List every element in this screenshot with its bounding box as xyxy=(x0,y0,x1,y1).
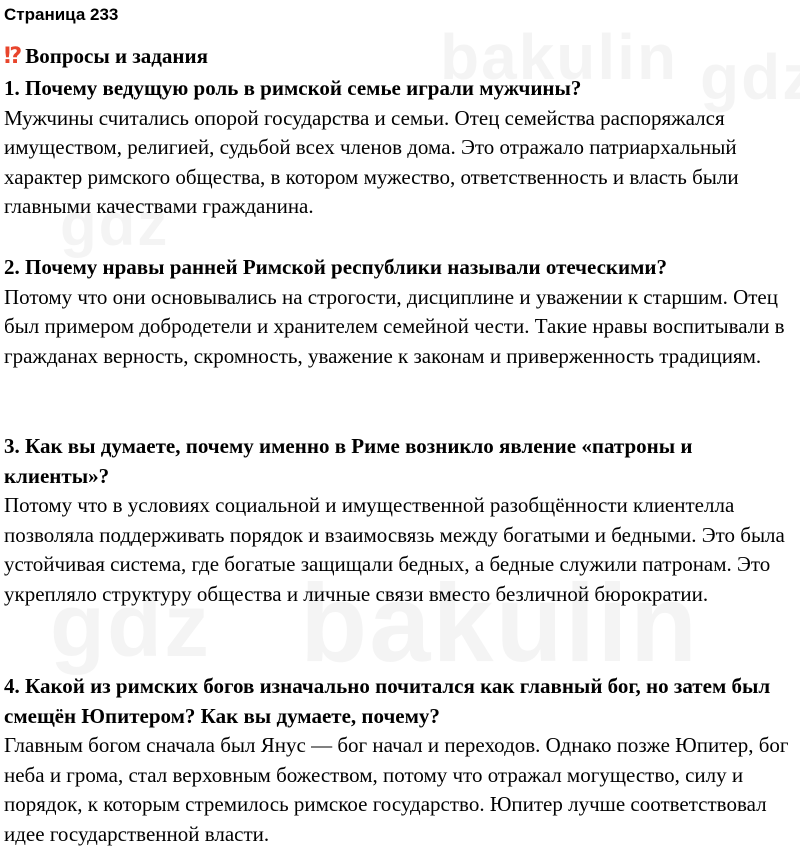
answer-1: Мужчины считались опорой государства и семьи. Отец семейства распоряжался имуществом, религией, судьбой всех членов дома. Это отражало патриархальный характер римского общества, в котором мужество, ответственность и власть были главными качествами гражданина. xyxy=(4,105,739,218)
answer-2: Потому что они основывались на строгости, дисциплине и уважении к старшим. Отец был примером добродетели и хранителем семейной чести. Такие нравы воспитывали в гражданах верность, скромность, уважение к законам и приверженность традициям. xyxy=(4,284,785,368)
question-3: 3. Как вы думаете, почему именно в Риме возникло явление «патроны и клиенты»? xyxy=(4,434,693,488)
question-1: 1. Почему ведущую роль в римской семье играли мужчины? xyxy=(4,76,582,100)
answer-4: Главным богом сначала был Янус — бог начал и переходов. Однако позже Юпитер, бог неба и грома, стал верховным божеством, потому что отражал могущество, силу и порядок, к которым стремилось римское государство. Юпитер лучше соответствовал идее государственной власти. xyxy=(4,733,789,846)
qa-item-2 xyxy=(4,253,798,371)
exclamation-question-icon: ⁉ xyxy=(4,43,20,69)
qa-item-3 xyxy=(4,432,798,609)
qa-item-4 xyxy=(4,672,798,849)
page-title: Страница 233 xyxy=(4,5,119,24)
question-4: 4. Какой из римских богов изначально почитался как главный бог, но затем был смещён Юпитером? Как вы думаете, почему? xyxy=(4,674,771,728)
question-2: 2. Почему нравы ранней Римской республики называли отеческими? xyxy=(4,255,668,279)
qa-item-1 xyxy=(4,74,798,222)
section-header xyxy=(4,42,208,70)
section-title: Вопросы и задания xyxy=(25,43,208,68)
answer-3: Потому что в условиях социальной и имущественной разобщённости клиентелла позволяла поддерживать порядок и взаимосвязь между богатыми и бедными. Это была устойчивая система, где богатые защищали бедных, а бедные служили патронам. Это укрепляло структуру общества и личные связи вместо безличной бюрократии. xyxy=(4,493,785,606)
